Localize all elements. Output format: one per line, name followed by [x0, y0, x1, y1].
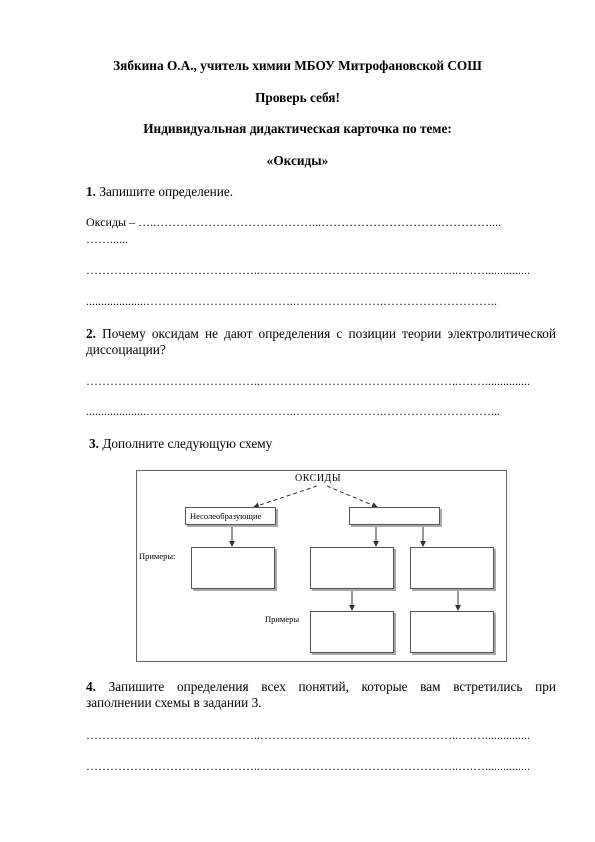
question-2: [86, 326, 556, 358]
scheme-examples-box-2[interactable]: [310, 611, 394, 653]
answer-1-line-1[interactable]: Оксиды – …..…………………………………...……………………………………....: [86, 215, 502, 229]
question-4-text-1: Запишите определения всех понятий, которые вам встретились при: [108, 679, 557, 694]
question-1-text: Запишите определение.: [99, 184, 234, 199]
answer-1-line-3[interactable]: ....................………………………………..………………….………………………..: [86, 294, 497, 308]
check-title: Проверь себя!: [255, 90, 340, 105]
answer-2-line-2[interactable]: ....................………………………………..………………….………………………...: [86, 404, 500, 418]
answer-4-line-2[interactable]: ……………………………………..…………………………………………..….…...............: [86, 759, 530, 773]
answer-4-line-1[interactable]: ……………………………………..…………………………………………..….…...............: [86, 728, 530, 742]
scheme-frame: [136, 470, 507, 662]
scheme-examples-box-1[interactable]: [191, 547, 275, 589]
question-2-text-1: Почему оксидам не дают определения с позиции теории электролитической: [102, 326, 556, 341]
question-3: [89, 436, 272, 452]
scheme-box-non-salt-forming-label: Несолеобразующие: [190, 511, 262, 521]
question-4: [86, 679, 556, 711]
scheme-box-mid-right[interactable]: [410, 547, 494, 589]
question-2-number: 2.: [86, 326, 96, 341]
answer-2-line-1[interactable]: ……………………………………..…………………………………………..….…...............: [86, 374, 530, 388]
card-title: Индивидуальная дидактическая карточка по теме:: [143, 121, 452, 136]
scheme-box-salt-forming[interactable]: [349, 507, 440, 525]
question-2-text-2: диссоциации?: [86, 342, 166, 357]
question-3-number: 3.: [89, 436, 99, 451]
answer-1-line-1b[interactable]: ……......: [86, 232, 128, 246]
scheme-examples-label-2: Примеры: [265, 614, 300, 624]
question-4-number: 4.: [86, 679, 96, 694]
author-line: Зябкина О.А., учитель химии МБОУ Митрофановской СОШ: [113, 58, 482, 73]
question-4-text-2: заполнении схемы в задании 3.: [86, 695, 262, 710]
question-3-text: Дополните следующую схему: [102, 436, 273, 451]
scheme-examples-box-3[interactable]: [410, 611, 494, 653]
scheme-examples-label-1: Примеры:: [139, 551, 176, 561]
question-1-number: 1.: [86, 184, 96, 199]
topic-title: «Оксиды»: [266, 153, 329, 168]
question-1: [86, 184, 233, 200]
scheme-root-label: ОКСИДЫ: [295, 473, 342, 484]
scheme-box-non-salt-forming: [185, 507, 276, 525]
answer-1-line-2[interactable]: ……………………………………..…………………………………………..….…...............: [86, 263, 530, 277]
scheme-box-mid-left[interactable]: [310, 547, 394, 589]
